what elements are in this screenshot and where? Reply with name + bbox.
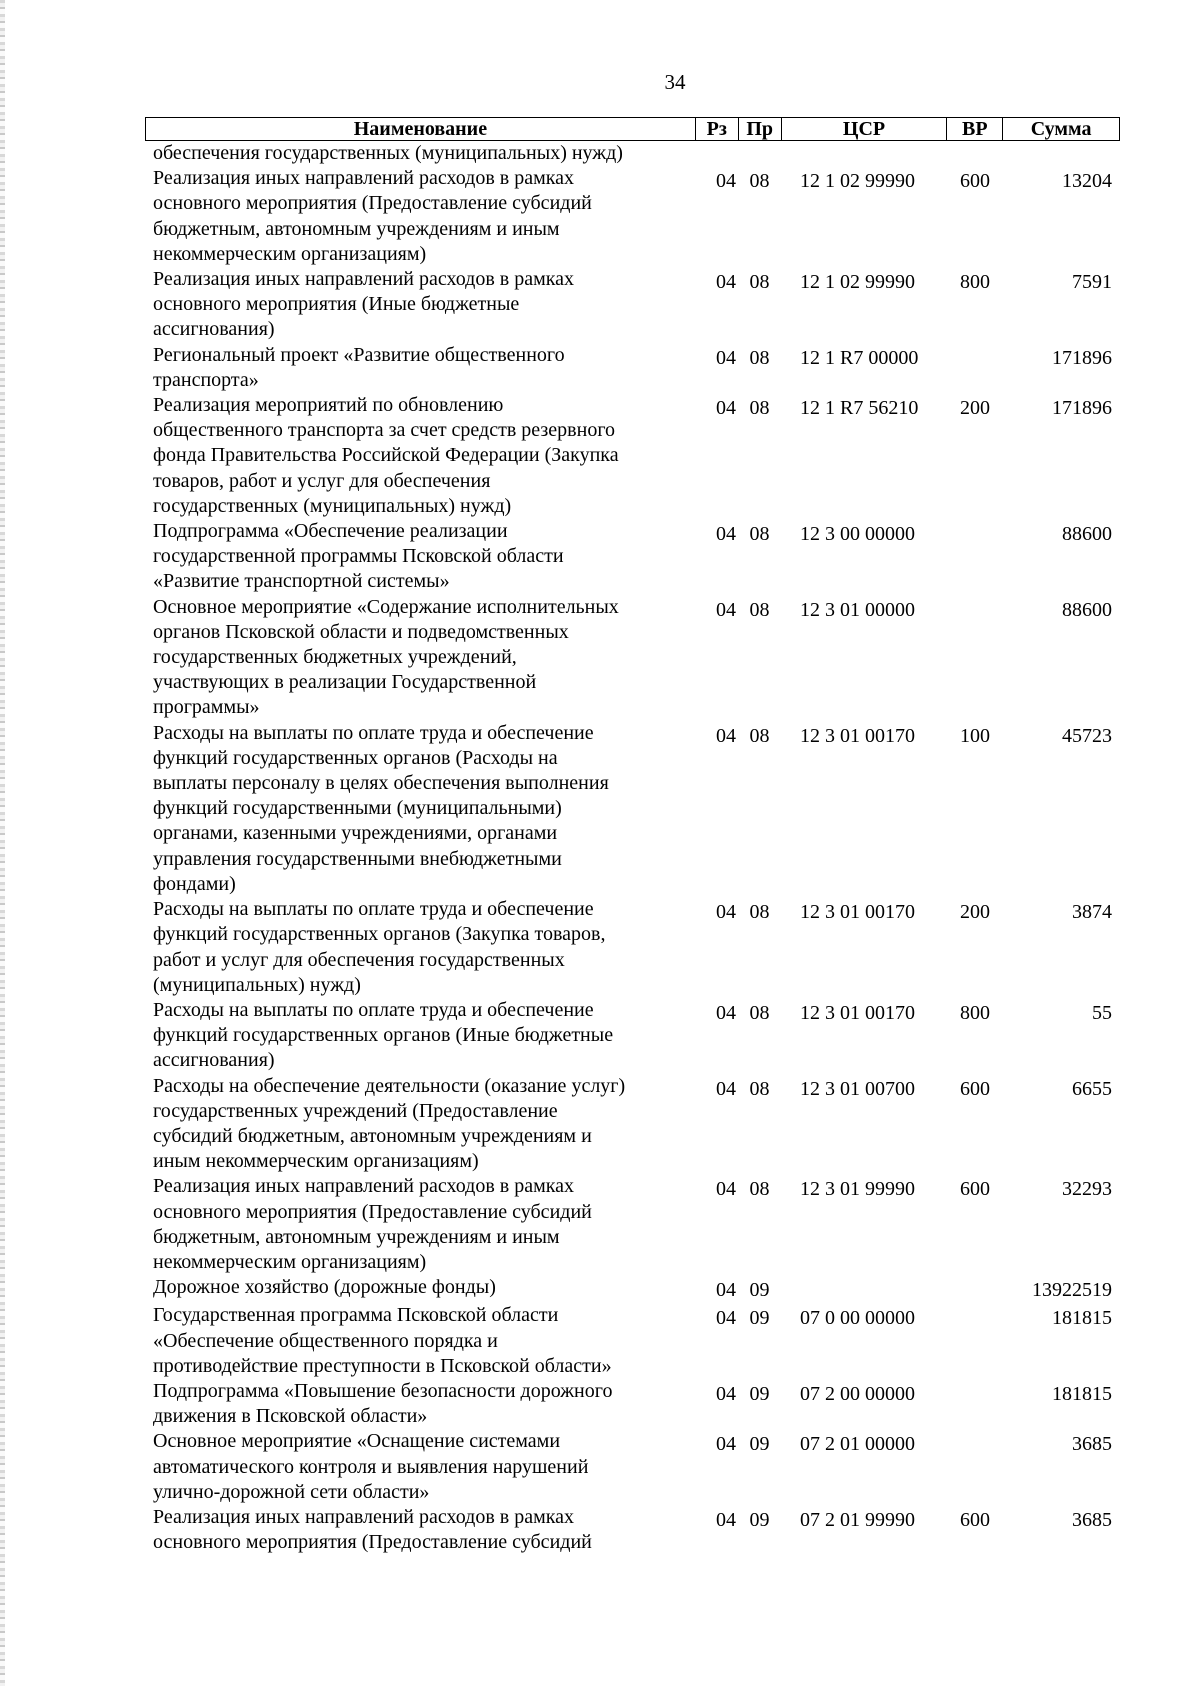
- cell-vr: 100: [960, 724, 990, 747]
- cell-csr: 12 3 01 00700: [800, 1077, 915, 1100]
- cell-rz: 04: [716, 1001, 736, 1024]
- table-header: [145, 117, 1120, 141]
- cell-pr: 08: [749, 397, 770, 420]
- budget-table: [145, 117, 1120, 1555]
- table-row: [145, 1303, 1120, 1379]
- cell-vr: 600: [960, 170, 990, 193]
- cell-rz: 04: [716, 271, 736, 294]
- cell-vr: [947, 141, 1003, 144]
- cell-pr: 09: [749, 1382, 770, 1405]
- table-row: [145, 721, 1120, 897]
- cell-name: Расходы на выплаты по оплате труда и обеспечение функций государственных органов (Иные бюджетные ассигнования): [153, 998, 614, 1072]
- cell-name: обеспечения государственных (муниципальных) нужд): [153, 142, 623, 164]
- cell-sum: 181815: [1052, 1307, 1112, 1330]
- cell-name: Расходы на выплаты по оплате труда и обеспечение функций государственных органов (Расходы на выплаты персоналу в целях обеспечения выполнения функций государственными (муниципальными) органами, казенными учреждениями, органами управления государственными внебюджетными фондами): [153, 721, 609, 895]
- cell-name: Дорожное хозяйство (дорожные фонды): [153, 1276, 496, 1299]
- cell-rz: 04: [716, 1077, 736, 1100]
- cell-sum: 6655: [1072, 1077, 1112, 1100]
- cell-sum: 3874: [1072, 901, 1112, 924]
- cell-name: Реализация иных направлений расходов в рамках основного мероприятия (Предоставление субсидий: [153, 1505, 592, 1554]
- table-row: [145, 1174, 1120, 1275]
- cell-csr: [781, 1275, 947, 1278]
- cell-pr: 09: [749, 1508, 770, 1531]
- cell-name: Реализация иных направлений расходов в рамках основного мероприятия (Предоставление субсидий бюджетным, автономным учреждениям и иным некоммерческим организациям): [153, 167, 592, 265]
- header-sum: Сумма: [1002, 118, 1119, 140]
- table-row: [145, 595, 1120, 721]
- cell-vr: 600: [960, 1508, 990, 1531]
- cell-sum: 55: [1092, 1001, 1112, 1024]
- cell-rz: 04: [716, 598, 736, 621]
- cell-vr: 200: [960, 397, 990, 420]
- cell-pr: 09: [749, 1279, 770, 1302]
- cell-rz: 04: [716, 1178, 736, 1201]
- cell-sum: 45723: [1062, 724, 1112, 747]
- cell-csr: 12 3 01 00000: [800, 598, 915, 621]
- cell-pr: 08: [749, 1178, 770, 1201]
- cell-name: Основное мероприятие «Оснащение системами автоматического контроля и выявления нарушений улично-дорожной сети области»: [153, 1430, 589, 1503]
- cell-name: Региональный проект «Развитие общественного транспорта»: [153, 343, 565, 391]
- table-row: [145, 166, 1120, 267]
- cell-csr: 07 2 01 00000: [800, 1433, 915, 1456]
- cell-rz: 04: [716, 1433, 736, 1456]
- cell-rz: 04: [716, 346, 736, 369]
- cell-sum: 181815: [1052, 1382, 1112, 1405]
- table-row: [145, 393, 1120, 519]
- cell-sum: 171896: [1052, 397, 1112, 420]
- cell-name: Расходы на обеспечение деятельности (оказание услуг) государственных учреждений (Предоставление субсидий бюджетным, автономным учреждениям и иным некоммерческим организациям): [153, 1074, 626, 1173]
- cell-rz: 04: [716, 1307, 736, 1330]
- cell-vr: 600: [960, 1077, 990, 1100]
- cell-sum: 13204: [1062, 170, 1112, 193]
- cell-sum: 171896: [1052, 346, 1112, 369]
- cell-csr: 12 1 02 99990: [800, 170, 915, 193]
- cell-rz: [695, 141, 738, 144]
- cell-name: Реализация мероприятий по обновлению общественного транспорта за счет средств резервного фонда Правительства Российской Федерации (Закупка товаров, работ и услуг для обеспечения государственных (муниципальных) нужд): [153, 394, 619, 517]
- cell-rz: 04: [716, 523, 736, 546]
- page-number: 34: [664, 70, 686, 94]
- cell-name: Основное мероприятие «Содержание исполнительных органов Псковской области и подведомственных государственных бюджетных учреждений, участвующих в реализации Государственной программы»: [153, 595, 619, 719]
- cell-csr: 07 0 00 00000: [800, 1307, 915, 1330]
- cell-csr: 12 3 01 00170: [800, 901, 915, 924]
- cell-vr: 200: [960, 901, 990, 924]
- cell-vr: 800: [960, 271, 990, 294]
- cell-rz: 04: [716, 1382, 736, 1405]
- cell-vr: [947, 1379, 1003, 1382]
- cell-rz: 04: [716, 1279, 736, 1302]
- cell-sum: [1003, 141, 1120, 144]
- scan-edge: [0, 0, 5, 1686]
- cell-vr: [947, 343, 1003, 346]
- cell-sum: 3685: [1072, 1508, 1112, 1531]
- cell-pr: 08: [749, 346, 770, 369]
- cell-csr: 12 3 01 00170: [800, 724, 915, 747]
- table-row: [145, 1379, 1120, 1429]
- table-row: [145, 343, 1120, 393]
- cell-pr: 08: [749, 901, 770, 924]
- cell-csr: 12 1 R7 56210: [800, 397, 919, 420]
- cell-csr: [781, 141, 947, 144]
- cell-vr: 600: [960, 1178, 990, 1201]
- cell-sum: 3685: [1072, 1433, 1112, 1456]
- cell-csr: 12 1 R7 00000: [800, 346, 919, 369]
- cell-pr: 09: [749, 1433, 770, 1456]
- cell-sum: 7591: [1072, 271, 1112, 294]
- cell-csr: 12 3 00 00000: [800, 523, 915, 546]
- cell-csr: 12 3 01 99990: [800, 1178, 915, 1201]
- header-name: Наименование: [353, 118, 488, 140]
- table-row: [145, 1074, 1120, 1175]
- cell-rz: 04: [716, 901, 736, 924]
- cell-name: Реализация иных направлений расходов в рамках основного мероприятия (Предоставление субсидий бюджетным, автономным учреждениям и иным некоммерческим организациям): [153, 1175, 592, 1273]
- cell-pr: 08: [749, 170, 770, 193]
- table-row: [145, 1275, 1120, 1303]
- cell-name: Реализация иных направлений расходов в рамках основного мероприятия (Иные бюджетные ассигнования): [153, 268, 575, 341]
- cell-name: Государственная программа Псковской области «Обеспечение общественного порядка и противодействие преступности в Псковской области»: [153, 1304, 612, 1377]
- cell-sum: 88600: [1062, 523, 1112, 546]
- cell-vr: [947, 1303, 1003, 1306]
- cell-name: Подпрограмма «Обеспечение реализации государственной программы Псковской области «Развитие транспортной системы»: [153, 520, 564, 593]
- table-row: [145, 141, 1120, 166]
- cell-pr: 09: [749, 1307, 770, 1330]
- cell-rz: 04: [716, 397, 736, 420]
- table-row: [145, 519, 1120, 595]
- cell-csr: 07 2 00 00000: [800, 1382, 915, 1405]
- cell-pr: 08: [749, 724, 770, 747]
- table-row: [145, 998, 1120, 1074]
- table-body: [145, 141, 1120, 1555]
- cell-vr: [947, 595, 1003, 598]
- cell-rz: 04: [716, 1508, 736, 1531]
- cell-sum: 13922519: [1032, 1279, 1112, 1302]
- cell-vr: [947, 519, 1003, 522]
- cell-name: Подпрограмма «Повышение безопасности дорожного движения в Псковской области»: [153, 1379, 613, 1428]
- cell-vr: [947, 1275, 1003, 1278]
- cell-pr: 08: [749, 1001, 770, 1024]
- header-csr: ЦСР: [781, 118, 947, 140]
- cell-csr: 12 3 01 00170: [800, 1001, 915, 1024]
- cell-pr: 08: [749, 1077, 770, 1100]
- header-vr: ВР: [946, 118, 1002, 140]
- header-pr: Пр: [738, 118, 781, 140]
- cell-pr: [738, 141, 781, 144]
- table-row: [145, 1429, 1120, 1505]
- table-row: [145, 267, 1120, 343]
- cell-pr: 08: [749, 598, 770, 621]
- cell-rz: 04: [716, 724, 736, 747]
- cell-name: Расходы на выплаты по оплате труда и обеспечение функций государственных органов (Закупка товаров, работ и услуг для обеспечения государственных (муниципальных) нужд): [153, 898, 606, 996]
- table-row: [145, 897, 1120, 998]
- cell-pr: 08: [749, 271, 770, 294]
- table-row: [145, 1505, 1120, 1555]
- cell-sum: 88600: [1062, 598, 1112, 621]
- cell-vr: 800: [960, 1001, 990, 1024]
- cell-vr: [947, 1429, 1003, 1432]
- cell-sum: 32293: [1062, 1178, 1112, 1201]
- cell-rz: 04: [716, 170, 736, 193]
- cell-pr: 08: [749, 523, 770, 546]
- header-rz: Рз: [695, 118, 738, 140]
- cell-csr: 12 1 02 99990: [800, 271, 915, 294]
- cell-csr: 07 2 01 99990: [800, 1508, 915, 1531]
